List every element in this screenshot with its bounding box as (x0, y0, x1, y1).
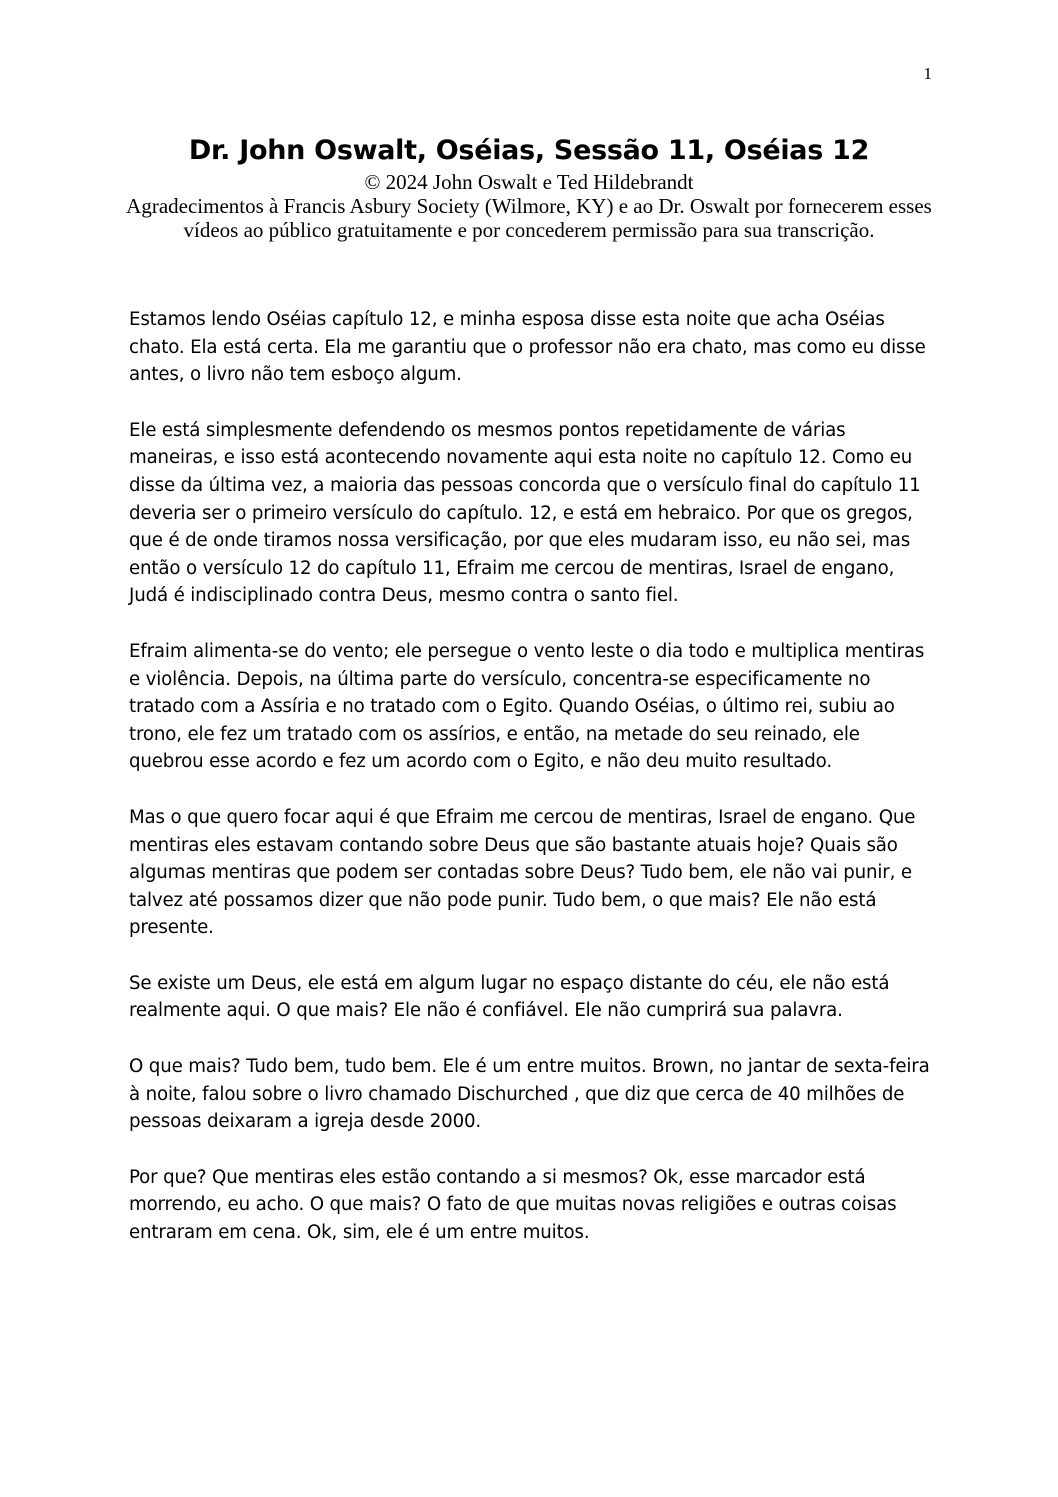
body-paragraph-5: Se existe um Deus, ele está em algum lugar no espaço distante do céu, ele não está realmente aqui. O que mais? Ele não é confiável. Ele não cumprirá sua palavra. (129, 972, 890, 1022)
acknowledgment-text: Agradecimentos à Francis Asbury Society (Wilmore, KY) e ao Dr. Oswalt por fornecerem esses vídeos ao público gratuitamente e por concederem permissão para sua transcrição. (126, 194, 932, 242)
body-paragraph-1: Estamos lendo Oséias capítulo 12, e minha esposa disse esta noite que acha Oséias chato. Ela está certa. Ela me garantiu que o professor não era chato, mas como eu disse antes, o livro não tem esboço algum. (129, 309, 926, 386)
body-paragraph-2: Ele está simplesmente defendendo os mesmos pontos repetidamente de várias maneiras, e isso está acontecendo novamente aqui esta noite no capítulo 12. Como eu disse da última vez, a maioria das pessoas concorda que o versículo final do capítulo 11 deveria ser o primeiro versículo do capítulo. 12, e está em hebraico. Por que os gregos, que é de onde tiramos nossa versificação, por que eles mudaram isso, eu não sei, mas então o versículo 12 do capítulo 11, Efraim me cercou de mentiras, Israel de engano, Judá é indisciplinado contra Deus, mesmo contra o santo fiel. (129, 419, 921, 607)
page-number: 1 (923, 64, 932, 83)
body-paragraph-3: Efraim alimenta-se do vento; ele persegue o vento leste o dia todo e multiplica mentiras e violência. Depois, na última parte do versículo, concentra-se especificamente no tratado com a Assíria e no tratado com o Egito. Quando Oséias, o último rei, subiu ao trono, ele fez um tratado com os assírios, e então, na metade do seu reinado, ele quebrou esse acordo e fez um acordo com o Egito, e não deu muito resultado. (129, 640, 925, 773)
document-title: Dr. John Oswalt, Oséias, Sessão 11, Oséias 12 (188, 135, 870, 166)
copyright-line: © 2024 John Oswalt e Ted Hildebrandt (364, 170, 694, 194)
body-paragraph-7: Por que? Que mentiras eles estão contando a si mesmos? Ok, esse marcador está morrendo, eu acho. O que mais? O fato de que muitas novas religiões e outras coisas entraram em cena. Ok, sim, ele é um entre muitos. (129, 1166, 897, 1244)
document-header (120, 132, 938, 242)
body-paragraph-4: Mas o que quero focar aqui é que Efraim me cercou de mentiras, Israel de engano. Que mentiras eles estavam contando sobre Deus que são bastante atuais hoje? Quais são algumas mentiras que podem ser contadas sobre Deus? Tudo bem, ele não vai punir, e talvez até possamos dizer que não pode punir. Tudo bem, o que mais? Ele não está presente. (129, 806, 916, 939)
body-paragraph-6: O que mais? Tudo bem, tudo bem. Ele é um entre muitos. Brown, no jantar de sexta-feira à noite, falou sobre o livro chamado Dischurched , que diz que cerca de 40 milhões de pessoas deixaram a igreja desde 2000. (129, 1056, 930, 1133)
document-body (129, 306, 937, 1275)
